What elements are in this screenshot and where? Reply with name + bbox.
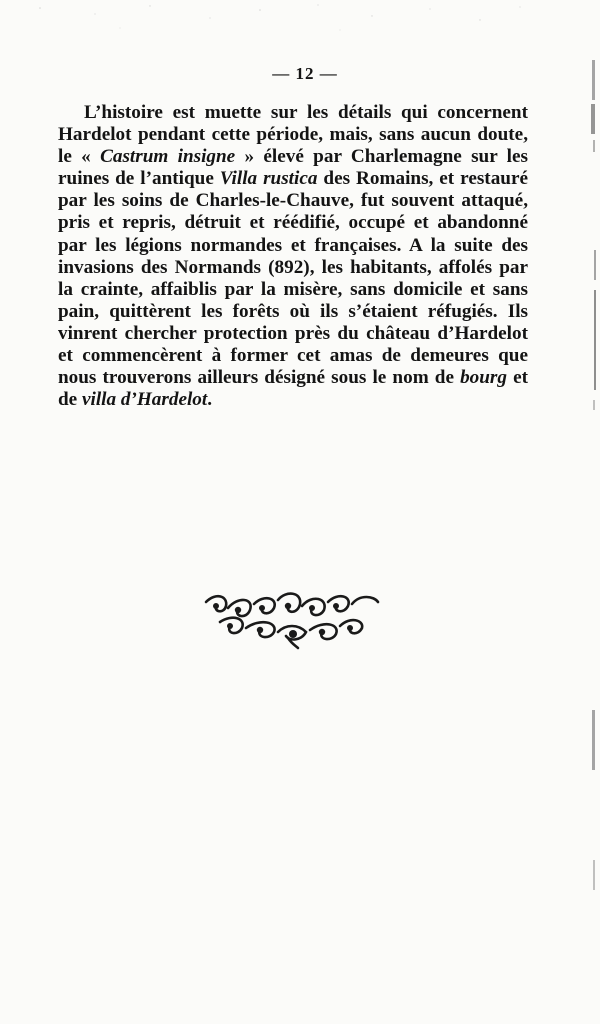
paragraph-text-4: et de [58, 367, 529, 411]
italic-villa-hardelot: villa d’Hardelot [81, 389, 208, 411]
paragraph-text-5: . [207, 389, 213, 411]
right-margin-scan-marks [570, 0, 600, 1024]
paragraph-text-2: » élevé par Charlemagne sur les ruines de l’antique [58, 146, 528, 190]
page-number: — 12 — [272, 64, 338, 83]
paragraph-text-3: des Romains, et restauré par les soins de Charles-le-Chauve, fut souvent attaqué, pris et repris, détruit et réédifié, occupé et abandonné par les légions normandes et françaises. A la suite des invasions des Normands (892), les habitants, affolés par la crainte, affaiblis par la misère, sans domicile et sans pain, quittèrent les forêts où ils s’étaient réfugiés. Ils vinrent chercher protection près du château d’Hardelot et commencèrent à former cet amas de demeures que nous trouverons ailleurs désigné sous le nom de [58, 168, 528, 389]
vignette-ornament-icon [198, 588, 388, 650]
italic-bourg: bourg [460, 367, 507, 389]
italic-villa-rustica: Villa rustica [219, 168, 318, 190]
paper-speckle-decoration [0, 0, 600, 40]
italic-castrum-insigne: Castrum insigne [100, 146, 236, 168]
paragraph-text-1: L’histoire est muette sur les détails qui concernent Hardelot pendant cette période, mais, sans aucun doute, le « [58, 102, 528, 168]
body-paragraph [58, 102, 528, 411]
